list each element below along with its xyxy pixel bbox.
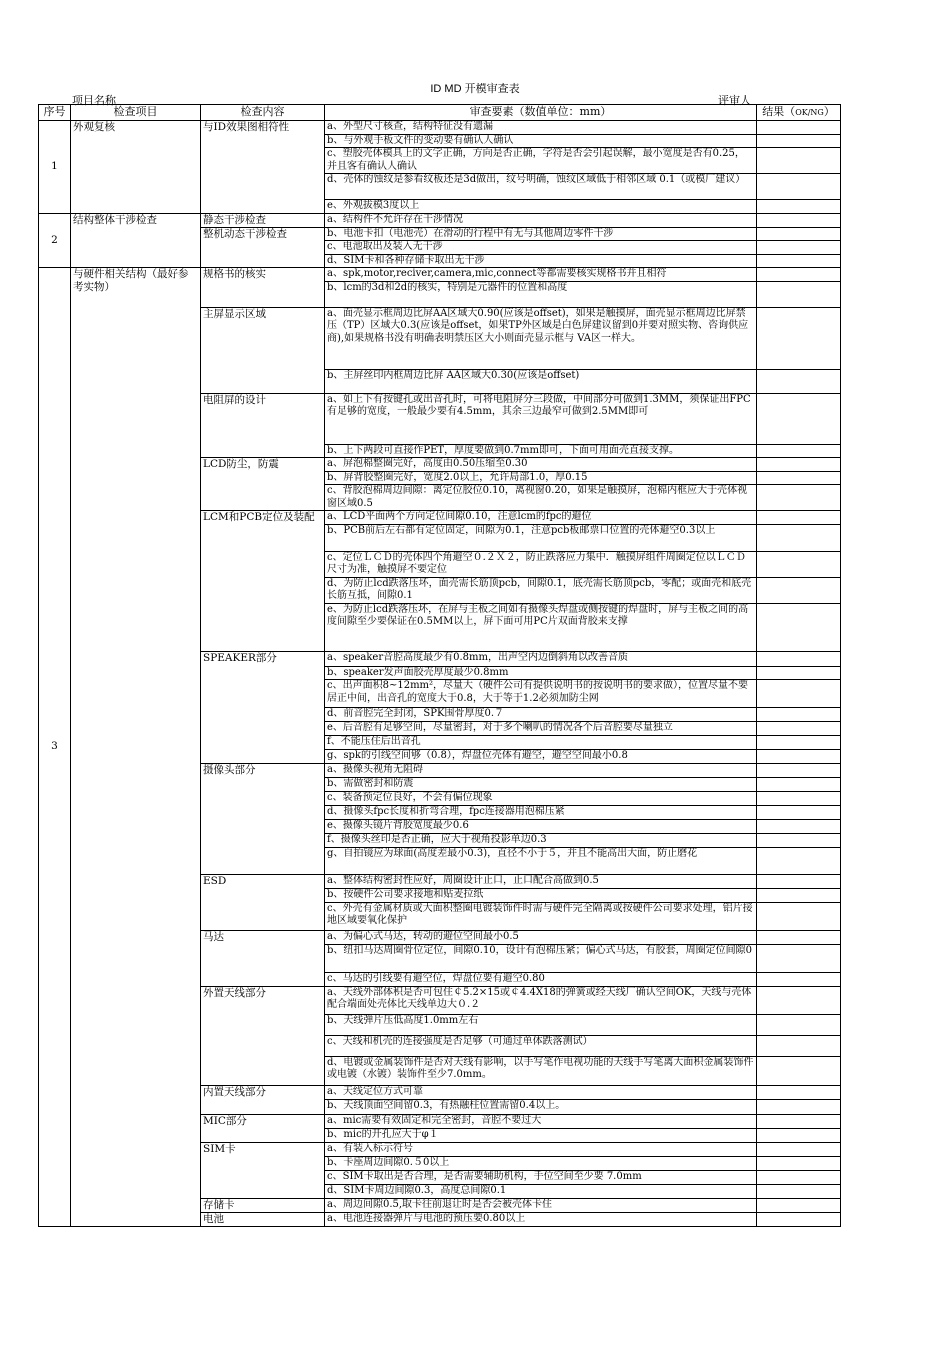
result-cell[interactable] [757, 524, 841, 551]
result-cell[interactable] [757, 1212, 841, 1226]
review-table [38, 104, 841, 1227]
check-content: 规格书的核实 [201, 268, 325, 308]
requirement-text: a、电池连接器弹片与电池的预压要0.80以上 [325, 1212, 757, 1226]
requirement-text: c、天线和机壳的连接强度是否足够（可通过单体跌落测试） [325, 1035, 757, 1056]
requirement-text: c、定位ＬＣＤ的壳体四个角避空０.２Ｘ２，防止跌落应力集中．触摸屏组件周圈定位以ＬＣＤ尺寸为准，触摸屏不要定位 [325, 551, 757, 577]
requirement-text: a、如上下有按键孔或出音孔时，可将电阻屏分三段做，中间部分可做到1.3MM，须保证出FPC有足够的宽度，一般最少要有4.5mm，其余三边最窄可做到2.5MM即可 [325, 393, 757, 444]
requirement-text: b、上下两段可直接作PET，厚度要做到0.7mm即可，下面可用面壳直接支撑。 [325, 444, 757, 458]
check-content: 外置天线部分 [201, 986, 325, 1085]
result-cell[interactable] [757, 174, 841, 200]
requirement-text: a、天线定位方式可靠 [325, 1085, 757, 1099]
requirement-text: b、卡座周边间隙0.５0以上 [325, 1156, 757, 1170]
requirement-text: b、电池卡扣（电池壳）在滑动的行程中有无与其他周边零件干涉 [325, 227, 757, 241]
check-content: 电阻屏的设计 [201, 393, 325, 458]
check-content: ESD [201, 874, 325, 930]
requirement-text: d、壳体的蚀纹是参看纹板还是3d做出，纹号明确，蚀纹区域低于相邻区域 0.1（或模厂建议） [325, 174, 757, 200]
result-cell[interactable] [757, 736, 841, 750]
requirement-text: b、屏背胶整圈完好，宽度2.0以上，允许局部1.0，厚0.15 [325, 471, 757, 485]
requirement-text: a、LCD平面两个方向定位间隙0.10，注意lcm的fpc的避位 [325, 511, 757, 525]
result-cell[interactable] [757, 1085, 841, 1099]
result-cell[interactable] [757, 1014, 841, 1035]
requirement-text: a、speaker音腔高度最少有0.8mm，出声空内边倒斜角以改善音质 [325, 651, 757, 666]
check-content: SIM卡 [201, 1142, 325, 1198]
result-cell[interactable] [757, 511, 841, 525]
result-cell[interactable] [757, 1142, 841, 1156]
requirement-text: d、电镀或金属装饰件是否对天线有影响，以手写笔作电视功能的天线手写笔离大面积金属装饰件或电镀（水镀）装饰件至少7.0mm。 [325, 1056, 757, 1085]
result-cell[interactable] [757, 369, 841, 393]
requirement-text: b、天线顶面空间留0.3，有热融柱位置需留0.4以上。 [325, 1099, 757, 1114]
requirement-text: a、有装入标示符号 [325, 1142, 757, 1156]
row-number: 2 [39, 213, 71, 268]
requirement-text: c、电池取出及装入无干涉 [325, 241, 757, 255]
result-cell[interactable] [757, 471, 841, 485]
result-cell[interactable] [757, 833, 841, 847]
page-title: ID MD 开模审查表 [430, 83, 520, 95]
check-content: 主屏显示区域 [201, 307, 325, 393]
row-number: 3 [39, 268, 71, 1227]
result-cell[interactable] [757, 819, 841, 833]
requirement-text: f、摄像头丝印是否正确，应大于视角投影单边0.3 [325, 833, 757, 847]
requirement-text: g、spk的引线空间够（0.8），焊盘位壳体有避空，避空空间最小0.8 [325, 749, 757, 763]
result-cell[interactable] [757, 1099, 841, 1114]
requirement-text: a、外型尺寸核查，结构特征没有遗漏 [325, 121, 757, 135]
result-cell[interactable] [757, 1035, 841, 1056]
requirement-text: a、天线外部体积是否可包住￠5.2×15或￠4.4X18的弹簧或经天线厂确认空间OK，天线与壳体配合端面处壳体比天线单边大０.２ [325, 986, 757, 1014]
reviewer-label: 评审人 [718, 94, 751, 107]
result-cell[interactable] [757, 485, 841, 511]
check-content: 内置天线部分 [201, 1085, 325, 1114]
result-cell[interactable] [757, 458, 841, 472]
check-content: SPEAKER部分 [201, 651, 325, 763]
result-cell[interactable] [757, 134, 841, 148]
requirement-text: c、背胶泡棉周边间隙：离定位胶位0.10，离视窗0.20，如果是触摸屏，泡棉内框应大于壳体视窗区域0.5 [325, 485, 757, 511]
requirement-text: b、mic的开孔应大于φ１ [325, 1128, 757, 1142]
result-cell[interactable] [757, 777, 841, 791]
result-cell[interactable] [757, 281, 841, 307]
check-content: 存储卡 [201, 1198, 325, 1212]
result-cell[interactable] [757, 268, 841, 282]
result-cell[interactable] [757, 749, 841, 763]
result-cell[interactable] [757, 200, 841, 214]
header-requirements: 审查要素（数值单位：mm） [325, 105, 757, 121]
result-cell[interactable] [757, 944, 841, 972]
check-content: 整机动态干涉检查 [201, 227, 325, 268]
result-cell[interactable] [757, 874, 841, 888]
requirement-text: a、面壳显示框周边比屏AA区域大0.90(应该是offset)，如果是触摸屏，面壳显示框周边比屏禁压（TP）区域大0.3(应该是offset，如果TP外区域是白色屏建议留到0并要对照实物、咨询供应商),如果规格书没有明确表明禁压区大小则面壳显示框与 VA区一样大。 [325, 307, 757, 369]
requirement-text: c、SIM卡取出是否合理，是否需要辅助机构，手位空间至少要 7.0mm [325, 1170, 757, 1184]
requirement-text: b、天线弹片压低高度1.0mm左右 [325, 1014, 757, 1035]
table-header-row [39, 105, 841, 121]
check-content: 马达 [201, 930, 325, 986]
requirement-text: a、结构件不允许存在干涉情况 [325, 213, 757, 227]
result-cell[interactable] [757, 121, 841, 135]
check-content: 电池 [201, 1212, 325, 1226]
result-cell[interactable] [757, 680, 841, 708]
result-cell[interactable] [757, 1184, 841, 1198]
result-cell[interactable] [757, 1170, 841, 1184]
table-row [39, 121, 841, 135]
header-content: 检查内容 [201, 105, 325, 121]
result-cell[interactable] [757, 722, 841, 736]
requirement-text: a、为偏心式马达，转动的避位空间最小0.5 [325, 930, 757, 944]
result-cell[interactable] [757, 393, 841, 444]
header-result: 结果（OK/NG） [757, 105, 841, 121]
requirement-text: d、摄像头fpc长度和折弯合理，fpc连接器用泡棉压紧 [325, 805, 757, 819]
requirement-text: a、周边间隙0.5,取卡往前退让时是否会被壳体卡住 [325, 1198, 757, 1212]
check-content: 静态干涉检查 [201, 213, 325, 227]
result-cell[interactable] [757, 1128, 841, 1142]
result-cell[interactable] [757, 213, 841, 227]
requirement-text: c、出声面积8~12mm²，尽量大（硬件公司有提供说明书的按说明书的要求做），位置尽量不要居正中间，出音孔的宽度大于0.8，大于等于1.2必须加防尘网 [325, 680, 757, 708]
requirement-text: b、纽扣马达周圈骨位定位，间隙0.10，设计有泡棉压紧；偏心式马达，有胶套，周圈定位间隙0 [325, 944, 757, 972]
requirement-text: c、塑胶壳体模具上的文字正确，方向是否正确，字符是否会引起误解，最小宽度是否有0.25，并且客有确认人确认 [325, 148, 757, 174]
result-cell[interactable] [757, 551, 841, 577]
requirement-text: b、与外观手板文件的变动要有确认人确认 [325, 134, 757, 148]
result-cell[interactable] [757, 1056, 841, 1085]
requirement-text: c、马达的引线要有避空位，焊盘位要有避空0.80 [325, 972, 757, 986]
result-cell[interactable] [757, 972, 841, 986]
result-cell[interactable] [757, 763, 841, 777]
check-item: 与硬件相关结构（最好参考实物） [71, 268, 201, 1227]
requirement-text: e、摄像头镜片背胶宽度最少0.6 [325, 819, 757, 833]
requirement-text: f、不能压住后出音孔 [325, 736, 757, 750]
result-cell[interactable] [757, 603, 841, 651]
result-cell[interactable] [757, 902, 841, 930]
result-cell[interactable] [757, 847, 841, 874]
requirement-text: d、SIM卡和各种存储卡取出无干涉 [325, 254, 757, 268]
requirement-text: e、为防止lcd跌落压坏，在屏与主板之间如有摄像头焊盘或侧按键的焊盘时，屏与主板之间的高度间隙至少要保证在0.5MM以上，屏下面可用PC片双面背胶来支撑 [325, 603, 757, 651]
requirement-text: b、PCB前后左右都有定位固定，间隙为0.1，注意pcb板邮票口位置的壳体避空0.3以上 [325, 524, 757, 551]
result-cell[interactable] [757, 805, 841, 819]
requirement-text: c、外壳有金属材质或大面积整圈电镀装饰件时需与硬件完全隔离或按硬件公司要求处理，铝片接地区域要氧化保护 [325, 902, 757, 930]
requirement-text: a、mic需要有效固定和完全密封，音腔不要过大 [325, 1114, 757, 1128]
check-item: 外观复核 [71, 121, 201, 214]
result-cell[interactable] [757, 444, 841, 458]
requirement-text: b、speaker发声面胶壳厚度最少0.8mm [325, 666, 757, 680]
requirement-text: e、外观拔模3度以上 [325, 200, 757, 214]
result-cell[interactable] [757, 888, 841, 902]
table-row [39, 213, 841, 227]
project-name-label: 项目名称 [72, 94, 116, 107]
requirement-text: a、摄像头视角无阻碍 [325, 763, 757, 777]
result-cell[interactable] [757, 708, 841, 722]
requirement-text: c、装备预定位良好，不会有偏位现象 [325, 791, 757, 805]
check-item: 结构整体干涉检查 [71, 213, 201, 268]
requirement-text: b、按硬件公司要求接地和贴麦拉纸 [325, 888, 757, 902]
requirement-text: a、spk,motor,reciver,camera,mic,connect等都需要核实规格书并且相符 [325, 268, 757, 282]
requirement-text: a、整体结构密封性应好，周圈设计止口，止口配合高做到0.5 [325, 874, 757, 888]
header-no: 序号 [39, 105, 71, 121]
result-cell[interactable] [757, 1156, 841, 1170]
row-number: 1 [39, 121, 71, 214]
result-cell[interactable] [757, 1114, 841, 1128]
result-cell[interactable] [757, 930, 841, 944]
requirement-text: b、主屏丝印内框周边比屏 AA区域大0.30(应该是offset) [325, 369, 757, 393]
table-body [39, 121, 841, 1227]
requirement-text: b、lcm的3d和2d的核实，特别是元器件的位置和高度 [325, 281, 757, 307]
requirement-text: g、自拍镜应为球面(高度差最小0.3)，直径不小于５，并且不能高出大面，防止磨花 [325, 847, 757, 874]
requirement-text: d、SIM卡周边间隙0.3，高度总间隙0.1 [325, 1184, 757, 1198]
result-cell[interactable] [757, 577, 841, 603]
result-cell[interactable] [757, 651, 841, 666]
result-cell[interactable] [757, 254, 841, 268]
check-content: 摄像头部分 [201, 763, 325, 874]
check-content: LCD防尘，防震 [201, 458, 325, 511]
result-cell[interactable] [757, 666, 841, 680]
requirement-text: d、前音腔完全封闭，SPK围骨厚度0.７ [325, 708, 757, 722]
requirement-text: e、后音腔有足够空间，尽量密封，对于多个喇叭的情况各个后音腔要尽量独立 [325, 722, 757, 736]
result-cell[interactable] [757, 791, 841, 805]
result-cell[interactable] [757, 307, 841, 369]
result-cell[interactable] [757, 227, 841, 241]
requirement-text: a、屏泡棉整圈完好，高度由0.50压缩至0.30 [325, 458, 757, 472]
check-content: 与ID效果图相符性 [201, 121, 325, 214]
requirement-text: d、为防止lcd跌落压坏，面壳需长筋顶pcb，间隙0.1，底壳需长筋顶pcb，零配；或面壳和底壳长筋互抵，间隙0.1 [325, 577, 757, 603]
result-cell[interactable] [757, 148, 841, 174]
requirement-text: b、需做密封和防震 [325, 777, 757, 791]
result-cell[interactable] [757, 986, 841, 1014]
check-content: LCM和PCB定位及装配 [201, 511, 325, 652]
result-cell[interactable] [757, 1198, 841, 1212]
table-row [39, 268, 841, 282]
check-content: MIC部分 [201, 1114, 325, 1142]
result-cell[interactable] [757, 241, 841, 255]
header-item: 检查项目 [71, 105, 201, 121]
